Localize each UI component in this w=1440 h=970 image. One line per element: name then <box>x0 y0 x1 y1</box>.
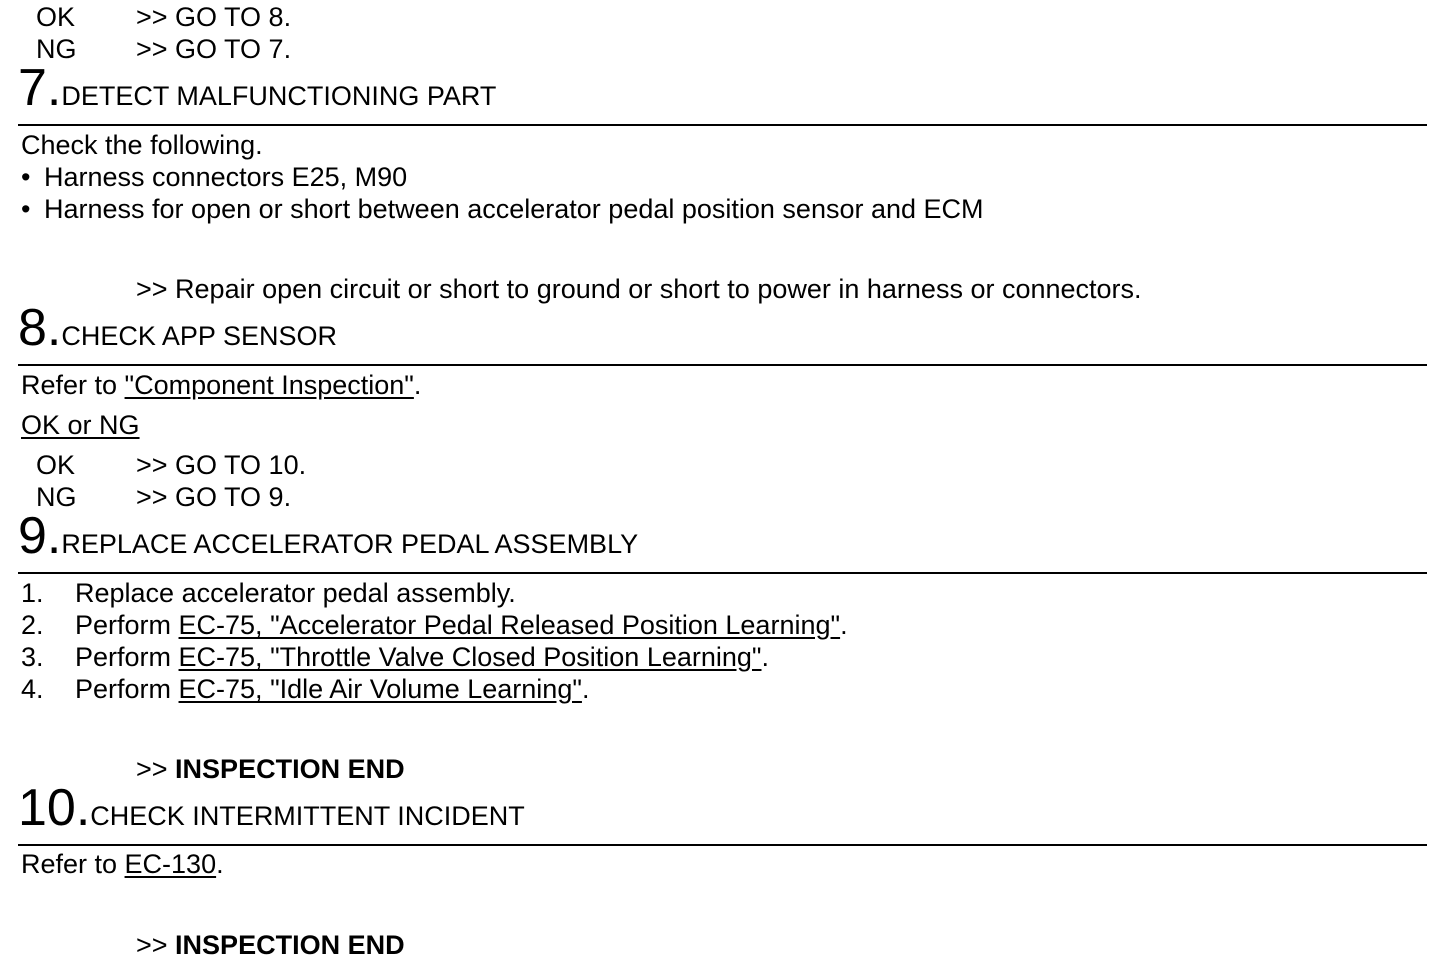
item-suffix: . <box>840 610 848 640</box>
inspection-end-label: INSPECTION END <box>175 930 405 960</box>
result-prefix: >> <box>136 754 176 784</box>
step-9-item-2 <box>21 609 848 641</box>
step-7-divider <box>18 124 1427 126</box>
bullet-text: Harness for open or short between accelerator pedal position sensor and ECM <box>44 194 984 224</box>
item-number: 2. <box>21 610 44 640</box>
item-suffix: . <box>581 674 590 704</box>
step-8-heading <box>18 299 337 357</box>
step-10-result <box>136 929 405 961</box>
ok-or-ng-label[interactable]: OK or NG <box>21 410 140 440</box>
step-9-result <box>136 753 405 785</box>
step-9-item-3 <box>21 641 770 673</box>
step-7-title: DETECT MALFUNCTIONING PART <box>61 81 497 111</box>
ok-code: OK <box>36 2 76 32</box>
throttle-valve-learning-link[interactable]: EC-75, "Throttle Valve Closed Position Learning" <box>178 642 762 672</box>
ng-action: >> GO TO 7. <box>136 34 292 64</box>
item-number: 4. <box>21 674 44 704</box>
step-8-ng-code: NG <box>36 482 77 512</box>
step-8-ok-code: OK <box>36 450 76 480</box>
step-10-heading <box>18 779 525 837</box>
step-8-ok-action: >> GO TO 10. <box>136 450 307 480</box>
item-suffix: . <box>761 642 770 672</box>
step-10-title: CHECK INTERMITTENT INCIDENT <box>90 801 525 831</box>
step-9-item-4 <box>21 673 590 705</box>
item-number: 1. <box>21 578 44 608</box>
step-7-result: >> Repair open circuit or short to ground or short to power in harness or connectors. <box>136 274 1142 304</box>
step-8-divider <box>18 364 1427 366</box>
result-prefix: >> <box>136 930 176 960</box>
refer-prefix: Refer to <box>21 370 125 400</box>
ng-code: NG <box>36 34 77 64</box>
idle-air-volume-learning-link[interactable]: EC-75, "Idle Air Volume Learning" <box>178 674 582 704</box>
item-text: Replace accelerator pedal assembly. <box>75 578 516 608</box>
refer-suffix: . <box>413 370 422 400</box>
step-10-divider <box>18 844 1427 846</box>
step-7-number: 7. <box>18 59 62 117</box>
item-content <box>75 641 769 673</box>
step-10-number: 10. <box>18 779 91 837</box>
step-9-item-1 <box>21 577 516 609</box>
bullet-mark: • <box>21 194 31 224</box>
step-7-bullet-2 <box>21 193 984 225</box>
refer-prefix: Refer to <box>21 849 125 879</box>
item-content <box>75 609 848 641</box>
step-9-number: 9. <box>18 507 62 565</box>
ok-action: >> GO TO 8. <box>136 2 292 32</box>
step-9-divider <box>18 572 1427 574</box>
step-8-ng-action: >> GO TO 9. <box>136 482 292 512</box>
step-9-title: REPLACE ACCELERATOR PEDAL ASSEMBLY <box>61 529 639 559</box>
step-8-title: CHECK APP SENSOR <box>61 321 337 351</box>
accelerator-pedal-learning-link[interactable]: EC-75, "Accelerator Pedal Released Position Learning" <box>178 610 841 640</box>
item-prefix: Perform <box>75 642 179 672</box>
item-number: 3. <box>21 642 44 672</box>
item-prefix: Perform <box>75 610 179 640</box>
inspection-end-label: INSPECTION END <box>175 754 405 784</box>
component-inspection-link[interactable]: "Component Inspection" <box>124 370 414 400</box>
step-9-heading <box>18 507 639 565</box>
step-10-refer <box>21 848 224 880</box>
refer-suffix: . <box>216 849 224 879</box>
step-8-refer <box>21 369 421 401</box>
bullet-mark: • <box>21 162 31 192</box>
item-prefix: Perform <box>75 674 179 704</box>
step-8-number: 8. <box>18 299 62 357</box>
item-content <box>75 673 589 705</box>
ec-130-link[interactable]: EC-130 <box>124 849 217 879</box>
step-7-heading <box>18 59 497 117</box>
bullet-text: Harness connectors E25, M90 <box>44 162 408 192</box>
step-7-bullet-1 <box>21 161 408 193</box>
step-7-intro: Check the following. <box>21 130 263 160</box>
